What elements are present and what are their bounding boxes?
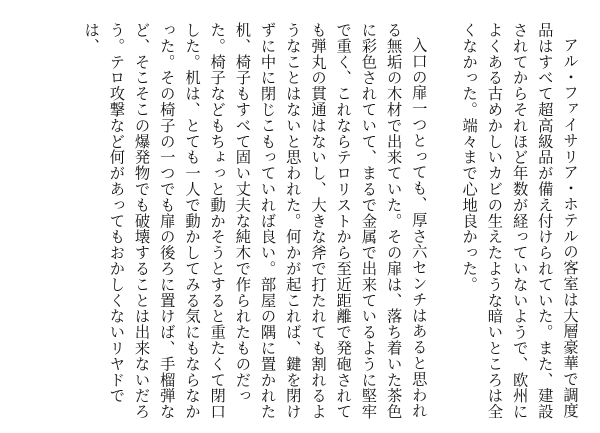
vertical-text-body <box>78 22 582 427</box>
paragraph-2: 入口の扉一つとっても、厚さ六センチはあると思われる無垢の木材で出来ていた。その扉は、落ち着いた茶色に彩色されていて、まるで金属で出来ているように堅牢で重く、これならテロリストから至近距離で発砲されても弾丸の貫通はないし、大きな斧で打たれても割れるようなことはないと思われた。何かが起これば、鍵を閉けずに中に閉じこもっていれば良い。部屋の隅に置かれた机、椅子もすべて固い丈夫な純木で作られたものだった。椅子などもちょっと動かそうとすると重たくて閉口した。机は、とても一人で動かしてみる気にもならなかった。その椅子の一つでも扉の後ろに置けば、手榴弾など、そこそこの爆発物でも破壊することは出来ないだろう。テロ攻撃など何があってもおかしくないリヤドでは、 <box>82 22 428 420</box>
paragraph-separator <box>431 22 456 427</box>
paragraph-1: アル・ファイサリア・ホテルの客室は大層豪華で調度品はすべて超高級品が備え付けられていた。また、建設されてからそれほど年数が経っていないようで、欧州によくある古めかしいカビの生えたような暗いところは全くなかった。端々まで心地良かった。 <box>460 22 579 420</box>
